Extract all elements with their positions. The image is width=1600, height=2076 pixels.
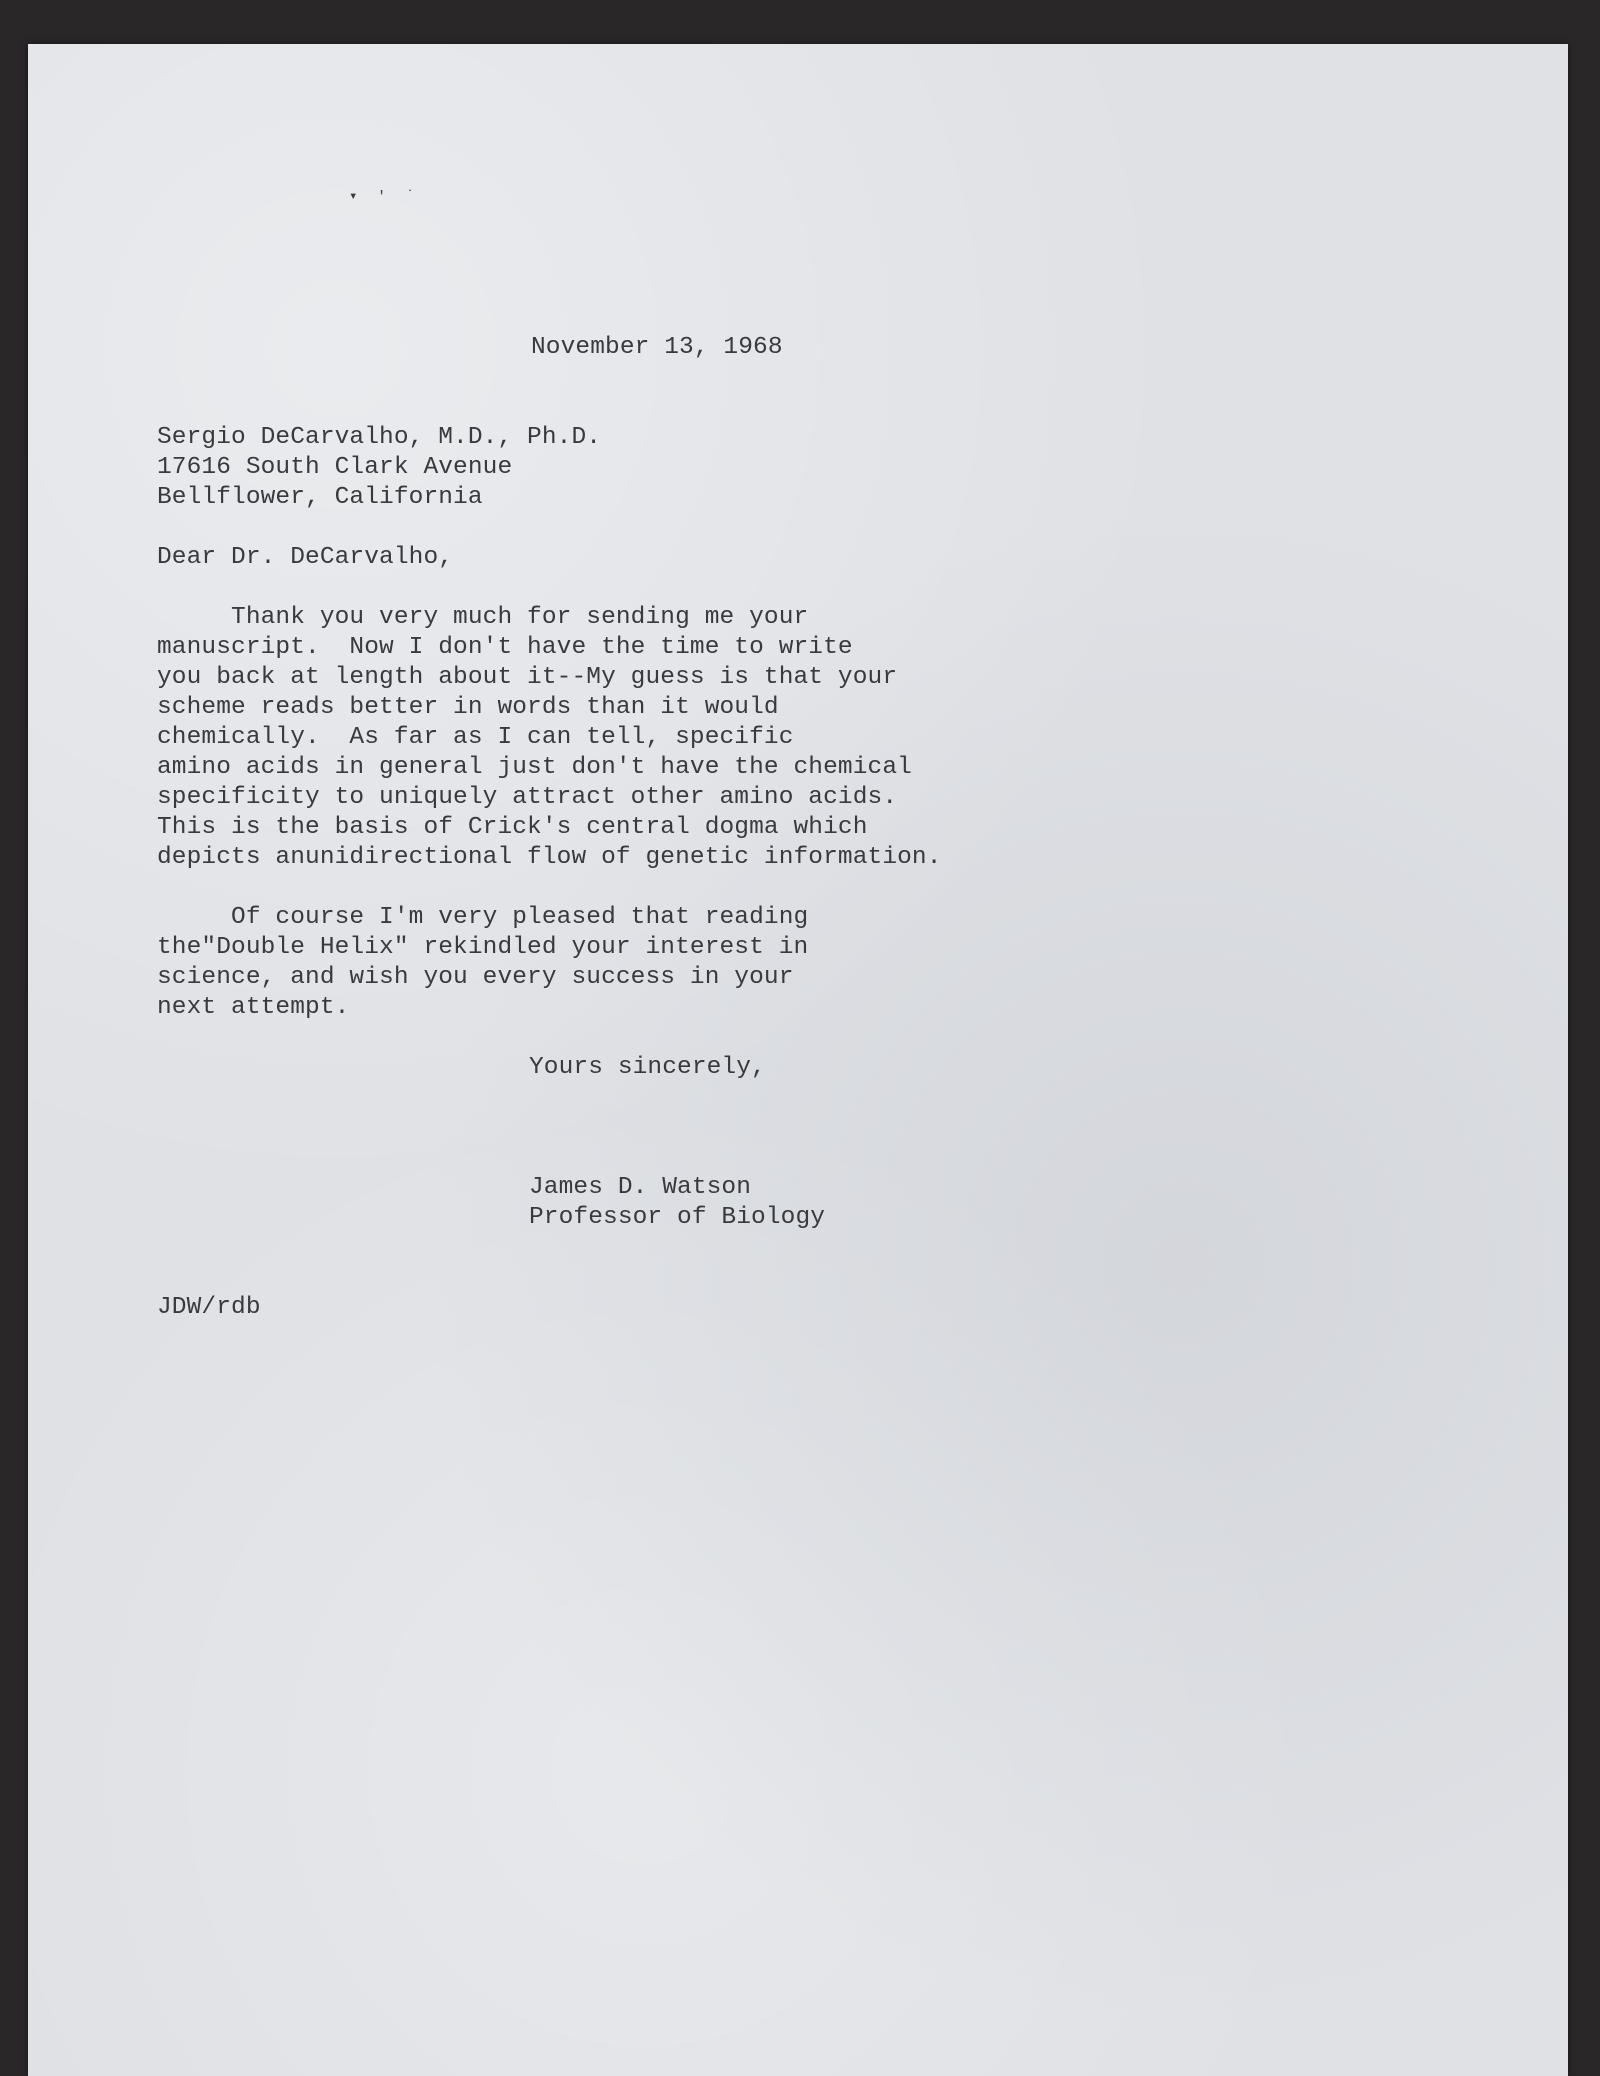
paragraph-1-line: chemically. As far as I can tell, specific	[157, 724, 794, 751]
paragraph-1-line: amino acids in general just don't have the chemical	[157, 754, 912, 781]
ink-specks: ▾'˙	[349, 189, 435, 205]
address-line-city: Bellflower, California	[157, 484, 483, 511]
address-line-street: 17616 South Clark Avenue	[157, 454, 513, 481]
reference-initials: JDW/rdb	[157, 1294, 261, 1321]
paragraph-1-line: manuscript. Now I don't have the time to write	[157, 634, 853, 661]
letter-sheet	[28, 44, 1568, 2076]
paragraph-1-line: scheme reads better in words than it would	[157, 694, 779, 721]
paragraph-1-line: Thank you very much for sending me your	[157, 604, 809, 631]
paragraph-1-line: depicts anunidirectional flow of genetic information.	[157, 844, 942, 871]
letter-date: November 13, 1968	[531, 334, 783, 361]
paragraph-1-line: specificity to uniquely attract other amino acids.	[157, 784, 898, 811]
signer-name: James D. Watson	[529, 1174, 752, 1201]
paragraph-2-line: the"Double Helix" rekindled your interest in	[157, 934, 809, 961]
salutation: Dear Dr. DeCarvalho,	[157, 544, 454, 571]
signer-title: Professor of Biology	[529, 1204, 826, 1231]
paragraph-1-line: you back at length about it--My guess is that your	[157, 664, 898, 691]
paragraph-2-line: science, and wish you every success in your	[157, 964, 794, 991]
paragraph-1-line: This is the basis of Crick's central dogma which	[157, 814, 868, 841]
address-line-name: Sergio DeCarvalho, M.D., Ph.D.	[157, 424, 602, 451]
paragraph-2-line: Of course I'm very pleased that reading	[157, 904, 809, 931]
paragraph-2-line: next attempt.	[157, 994, 350, 1021]
closing: Yours sincerely,	[529, 1054, 766, 1081]
